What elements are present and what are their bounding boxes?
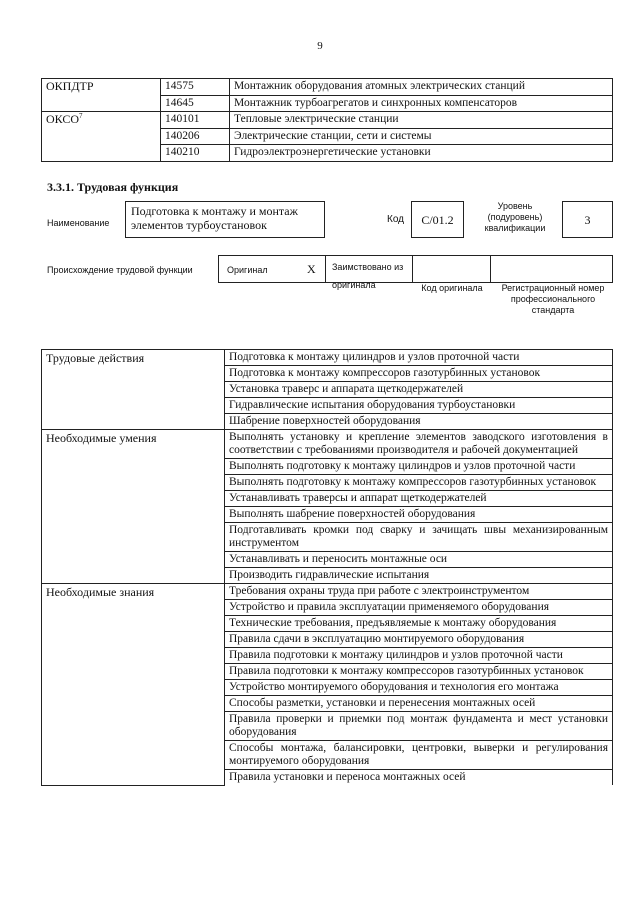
list-item: Правила установки и переноса монтажных осей [225,770,613,786]
name-cell: Монтажник турбоагрегатов и синхронных компенсаторов [230,95,613,112]
labor-function-table [41,349,613,786]
section-title: Трудовая функция [77,180,179,194]
code-cell: 140210 [161,145,230,162]
classifier-name: ОКСО [46,112,80,127]
name-label: Наименование [47,218,110,228]
list-item: Выполнять подготовку к монтажу компрессоров газотурбинных установок [225,475,613,491]
table-row [42,350,613,366]
list-item: Технические требования, предъявляемые к монтажу оборудования [225,616,613,632]
classifier-cell: ОКПДТР [42,79,161,112]
code-cell: 14645 [161,95,230,112]
list-item: Шабрение поверхностей оборудования [225,414,613,430]
skills-title: Необходимые умения [42,430,225,584]
list-item: Устанавливать и переносить монтажные оси [225,552,613,568]
borrowed-box [325,255,413,290]
code-original-box [412,255,491,283]
code-original-label: Код оригинала [421,283,483,293]
code-cell: 140101 [161,112,230,129]
code-cell: 14575 [161,79,230,96]
section-heading [47,180,178,195]
list-item: Подготовка к монтажу цилиндров и узлов проточной части [225,350,613,366]
list-item: Выполнять подготовку к монтажу цилиндров и узлов проточной части [225,459,613,475]
origin-label: Происхождение трудовой функции [47,265,193,275]
name-cell: Тепловые электрические станции [230,112,613,129]
list-item: Производить гидравлические испытания [225,568,613,584]
footnote-mark: 7 [79,112,83,121]
list-item: Правила подготовки к монтажу компрессоров газотурбинных установок [225,664,613,680]
actions-title: Трудовые действия [42,350,225,430]
table-row [42,79,613,96]
original-mark: X [307,262,316,276]
list-item: Устанавливать траверсы и аппарат щеткодержателей [225,491,613,507]
reg-number-box [490,255,613,283]
table-row [42,584,613,600]
list-item: Требования охраны труда при работе с электроинструментом [225,584,613,600]
list-item: Правила сдачи в эксплуатацию монтируемого оборудования [225,632,613,648]
classifier-cell [42,112,161,162]
list-item: Выполнять установку и крепление элементов заводского изготовления в соответствии с требованиями производителя и рабочей документацией [225,430,613,459]
list-item: Подготавливать кромки под сварку и зачищать швы механизированным инструментом [225,523,613,552]
function-name-value: Подготовка к монтажу и монтаж элементов турбоустановок [131,204,298,232]
code-label: Код [387,214,405,225]
function-name-box [125,201,325,238]
borrowed-label: Заимствовано из оригинала [332,262,404,290]
page-number: 9 [317,40,323,52]
list-item: Подготовка к монтажу компрессоров газотурбинных установок [225,366,613,382]
list-item: Правила проверки и приемки под монтаж фундамента и мест установки оборудования [225,712,613,741]
function-code-value: С/01.2 [421,213,454,227]
list-item: Устройство и правила эксплуатации применяемого оборудования [225,600,613,616]
reg-number-label: Регистрационный номер профессионального стандарта [501,283,605,315]
table-row [42,430,613,459]
function-code-box [411,201,464,238]
list-item: Устройство монтируемого оборудования и технология его монтажа [225,680,613,696]
level-label: Уровень (подуровень) квалификации [484,201,546,233]
list-item: Способы разметки, установки и перенесения монтажных осей [225,696,613,712]
level-box [562,201,613,238]
name-cell: Электрические станции, сети и системы [230,128,613,145]
classification-table [41,78,613,162]
table-row [42,112,613,129]
list-item: Правила подготовки к монтажу цилиндров и узлов проточной части [225,648,613,664]
list-item: Выполнять шабрение поверхностей оборудования [225,507,613,523]
section-number: 3.3.1. [47,180,74,194]
name-cell: Гидроэлектроэнергетические установки [230,145,613,162]
original-label: Оригинал [227,265,268,275]
list-item: Установка траверс и аппарата щеткодержателей [225,382,613,398]
original-box [218,255,326,283]
code-cell: 140206 [161,128,230,145]
list-item: Гидравлические испытания оборудования турбоустановки [225,398,613,414]
level-value: 3 [584,213,591,227]
list-item: Способы монтажа, балансировки, центровки, выверки и регулирования монтируемого оборудования [225,741,613,770]
knowledge-title: Необходимые знания [42,584,225,786]
name-cell: Монтажник оборудования атомных электрических станций [230,79,613,96]
